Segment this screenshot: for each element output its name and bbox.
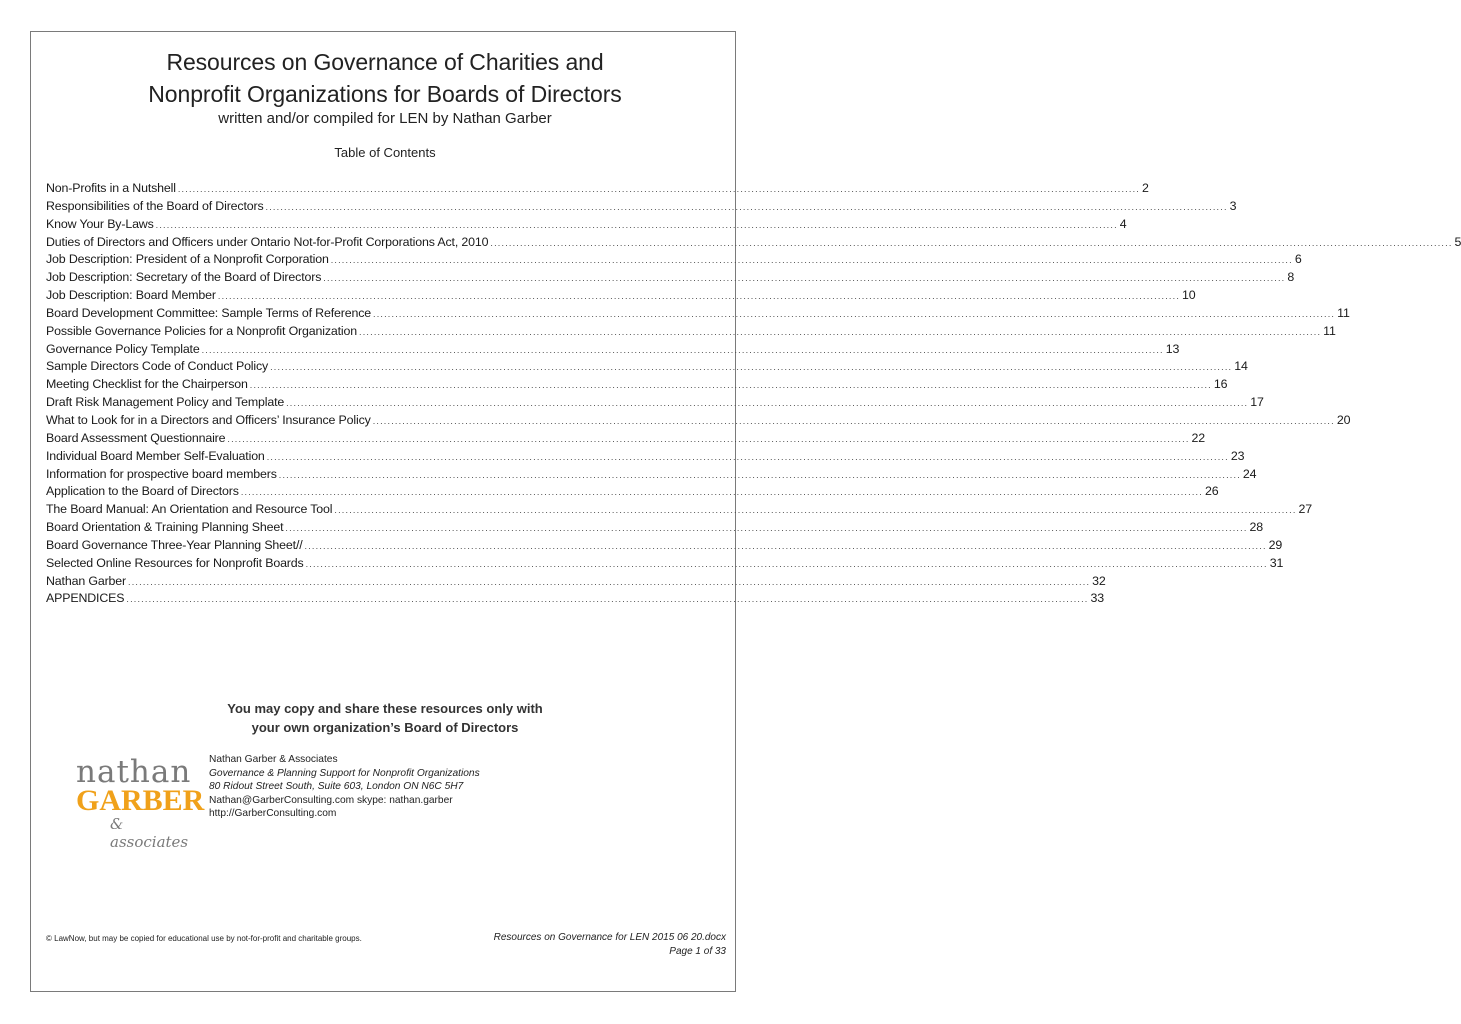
copy-notice-line1: You may copy and share these resources only with bbox=[227, 701, 543, 716]
table-of-contents bbox=[46, 181, 1461, 609]
toc-entry-title: Nathan Garber bbox=[46, 573, 127, 588]
toc-entry-page: 27 bbox=[1298, 502, 1313, 517]
contact-address: 80 Ridout Street South, Suite 603, London ON N6C 5H7 bbox=[209, 781, 464, 793]
toc-dot-leader: .................................................................................................................................................................................................................................................................... bbox=[278, 469, 1241, 480]
copy-notice-line2: your own organization’s Board of Directors bbox=[251, 720, 519, 735]
footer-right bbox=[494, 931, 726, 958]
toc-entry-title: Job Description: Board Member bbox=[46, 288, 216, 303]
toc-entry-title: Application to the Board of Directors bbox=[46, 484, 239, 499]
toc-entry[interactable] bbox=[46, 216, 1127, 235]
toc-entry[interactable] bbox=[46, 377, 1228, 395]
toc-entry[interactable] bbox=[46, 537, 1283, 556]
document-subtitle: written and/or compiled for LEN by Nathan Garber bbox=[218, 110, 552, 127]
toc-entry-page: 26 bbox=[1204, 484, 1219, 499]
toc-dot-leader: .................................................................................................................................................................................................................................................................... bbox=[359, 326, 1322, 337]
logo-word-garber: GARBER bbox=[76, 784, 205, 817]
toc-dot-leader: .................................................................................................................................................................................................................................................................... bbox=[372, 415, 1335, 426]
toc-entry-page: 20 bbox=[1336, 412, 1351, 427]
toc-dot-leader: .................................................................................................................................................................................................................................................................... bbox=[305, 558, 1268, 569]
toc-entry-page: 11 bbox=[1337, 305, 1350, 320]
toc-dot-leader: .................................................................................................................................................................................................................................................................... bbox=[128, 576, 1091, 587]
toc-entry-page: 22 bbox=[1191, 430, 1206, 445]
toc-entry-title: What to Look for in a Directors and Officers’ Insurance Policy bbox=[46, 412, 371, 427]
toc-entry-page: 31 bbox=[1269, 555, 1284, 570]
toc-entry[interactable] bbox=[46, 234, 1461, 253]
toc-entry[interactable] bbox=[46, 181, 1149, 199]
toc-entry[interactable] bbox=[46, 484, 1219, 502]
toc-entry[interactable] bbox=[46, 466, 1257, 485]
toc-entry-title: Board Assessment Questionnaire bbox=[46, 430, 226, 445]
toc-entry[interactable] bbox=[46, 395, 1264, 413]
contact-tagline: Governance & Planning Support for Nonprofit Organizations bbox=[209, 767, 480, 779]
footer-page-number: Page 1 of 33 bbox=[669, 945, 726, 957]
toc-dot-leader: .................................................................................................................................................................................................................................................................... bbox=[334, 505, 1297, 516]
toc-entry-title: The Board Manual: An Orientation and Resource Tool bbox=[46, 502, 333, 517]
toc-entry-page: 6 bbox=[1294, 252, 1302, 267]
toc-entry[interactable] bbox=[46, 323, 1336, 342]
toc-dot-leader: .................................................................................................................................................................................................................................................................... bbox=[304, 540, 1267, 551]
toc-dot-leader: .................................................................................................................................................................................................................................................................... bbox=[285, 523, 1248, 534]
copy-notice bbox=[0, 699, 770, 737]
toc-entry-title: Job Description: Secretary of the Board of Directors bbox=[46, 270, 322, 285]
toc-entry-page: 11 bbox=[1323, 323, 1336, 338]
toc-entry-title: Information for prospective board members bbox=[46, 466, 277, 481]
logo-word-associates: & associates bbox=[110, 815, 189, 851]
toc-entry-page: 13 bbox=[1165, 341, 1180, 356]
footer-filename: Resources on Governance for LEN 2015 06 20.docx bbox=[493, 932, 726, 943]
toc-dot-leader: .................................................................................................................................................................................................................................................................... bbox=[323, 273, 1286, 284]
toc-dot-leader: .................................................................................................................................................................................................................................................................... bbox=[217, 291, 1181, 302]
toc-entry[interactable] bbox=[46, 288, 1196, 306]
toc-entry-title: Responsibilities of the Board of Directors bbox=[46, 198, 264, 213]
toc-entry[interactable] bbox=[46, 573, 1106, 592]
contact-email-skype: Nathan@GarberConsulting.com skype: nathan.garber bbox=[209, 794, 453, 806]
toc-heading: Table of Contents bbox=[334, 145, 436, 160]
toc-entry-page: 5 bbox=[1454, 234, 1461, 249]
toc-dot-leader: .................................................................................................................................................................................................................................................................... bbox=[286, 398, 1249, 409]
toc-entry-title: Duties of Directors and Officers under Ontario Not-for-Profit Corporations Act, 2010 bbox=[46, 234, 489, 249]
toc-entry-title: APPENDICES bbox=[46, 591, 125, 606]
contact-block bbox=[209, 753, 480, 821]
logo-word-nathan: nathan bbox=[76, 754, 192, 790]
company-logo bbox=[70, 754, 205, 851]
toc-entry[interactable] bbox=[46, 555, 1284, 574]
toc-entry-page: 4 bbox=[1119, 216, 1127, 231]
contact-name: Nathan Garber & Associates bbox=[209, 754, 338, 765]
footer-copyright: © LawNow, but may be copied for educational use by not-for-profit and charitable groups. bbox=[46, 934, 362, 943]
toc-entry[interactable] bbox=[46, 198, 1237, 217]
toc-entry-page: 32 bbox=[1092, 573, 1106, 588]
toc-dot-leader: .................................................................................................................................................................................................................................................................... bbox=[126, 594, 1089, 605]
toc-entry-title: Governance Policy Template bbox=[46, 341, 200, 356]
toc-entry-title: Possible Governance Policies for a Nonprofit Organization bbox=[46, 323, 358, 338]
toc-dot-leader: .................................................................................................................................................................................................................................................................... bbox=[240, 487, 1203, 498]
toc-entry[interactable] bbox=[46, 305, 1350, 324]
toc-dot-leader: .................................................................................................................................................................................................................................................................... bbox=[266, 451, 1229, 462]
toc-entry-page: 14 bbox=[1234, 359, 1248, 374]
toc-entry-page: 24 bbox=[1242, 466, 1257, 481]
toc-entry-page: 8 bbox=[1287, 270, 1295, 285]
toc-entry-title: Board Development Committee: Sample Terms of Reference bbox=[46, 305, 371, 320]
toc-entry-page: 28 bbox=[1249, 520, 1264, 535]
document-title-line1: Resources on Governance of Charities and bbox=[166, 49, 604, 75]
toc-entry-title: Sample Directors Code of Conduct Policy bbox=[46, 359, 269, 374]
toc-dot-leader: .................................................................................................................................................................................................................................................................... bbox=[155, 219, 1118, 230]
toc-dot-leader: .................................................................................................................................................................................................................................................................... bbox=[490, 237, 1453, 248]
toc-entry-page: 16 bbox=[1213, 377, 1228, 392]
toc-entry[interactable] bbox=[46, 412, 1351, 431]
toc-entry-title: Selected Online Resources for Nonprofit Boards bbox=[46, 555, 304, 570]
document-title-line2: Nonprofit Organizations for Boards of Directors bbox=[148, 81, 622, 107]
toc-entry[interactable] bbox=[46, 270, 1295, 288]
toc-entry-page: 3 bbox=[1229, 198, 1237, 213]
toc-entry-title: Board Orientation & Training Planning Sheet bbox=[46, 520, 284, 535]
toc-entry-page: 17 bbox=[1250, 395, 1264, 410]
toc-entry-title: Draft Risk Management Policy and Template bbox=[46, 395, 285, 410]
toc-entry[interactable] bbox=[46, 448, 1245, 467]
toc-entry-title: Meeting Checklist for the Chairperson bbox=[46, 377, 248, 392]
toc-entry-page: 10 bbox=[1182, 288, 1196, 303]
toc-entry-title: Job Description: President of a Nonprofit Corporation bbox=[46, 252, 329, 267]
toc-entry[interactable] bbox=[46, 341, 1180, 360]
toc-entry-page: 2 bbox=[1142, 181, 1149, 195]
toc-entry-title: Know Your By-Laws bbox=[46, 216, 154, 231]
toc-entry-page: 33 bbox=[1090, 591, 1104, 606]
toc-entry-title: Non-Profits in a Nutshell bbox=[46, 181, 176, 195]
toc-dot-leader: .................................................................................................................................................................................................................................................................... bbox=[201, 344, 1164, 355]
toc-entry[interactable] bbox=[46, 252, 1302, 270]
toc-entry-page: 29 bbox=[1268, 537, 1283, 552]
toc-entry[interactable] bbox=[46, 359, 1248, 377]
toc-entry[interactable] bbox=[46, 520, 1264, 538]
toc-dot-leader: .................................................................................................................................................................................................................................................................... bbox=[270, 362, 1233, 373]
toc-dot-leader: .................................................................................................................................................................................................................................................................... bbox=[330, 255, 1293, 266]
toc-entry[interactable] bbox=[46, 430, 1206, 449]
toc-entry[interactable] bbox=[46, 591, 1104, 609]
toc-dot-leader: .................................................................................................................................................................................................................................................................... bbox=[373, 308, 1336, 319]
toc-entry[interactable] bbox=[46, 502, 1313, 520]
contact-website: http://GarberConsulting.com bbox=[209, 808, 337, 820]
toc-dot-leader: .................................................................................................................................................................................................................................................................... bbox=[265, 201, 1228, 212]
toc-entry-page: 23 bbox=[1230, 448, 1245, 463]
toc-dot-leader: .................................................................................................................................................................................................................................................................... bbox=[177, 184, 1140, 194]
toc-dot-leader: .................................................................................................................................................................................................................................................................... bbox=[227, 433, 1190, 444]
toc-entry-title: Individual Board Member Self-Evaluation bbox=[46, 448, 265, 463]
toc-entry-title: Board Governance Three-Year Planning Sheet// bbox=[46, 537, 303, 552]
toc-dot-leader: .................................................................................................................................................................................................................................................................... bbox=[249, 380, 1212, 391]
